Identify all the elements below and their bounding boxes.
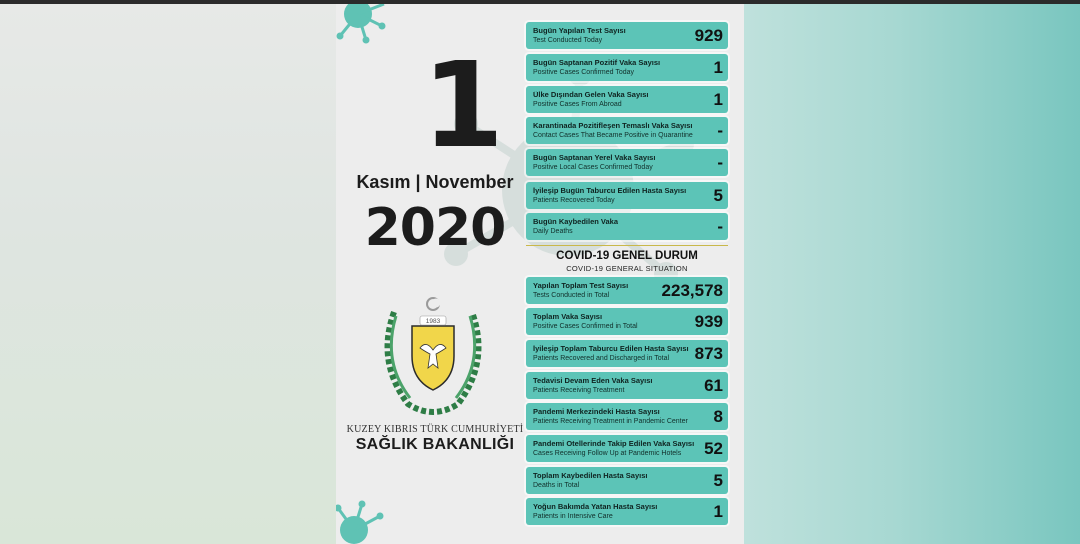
stat-card-deaths-today: [526, 213, 728, 240]
date-month: Kasım | November: [356, 172, 514, 192]
stat-card-intensive-care: [526, 498, 728, 525]
date-day: 1: [421, 36, 505, 174]
stat-label-tr: İyileşip Bugün Taburcu Edilen Hasta Sayısı: [533, 187, 687, 196]
stat-card-under-treatment: [526, 372, 728, 399]
stat-label-tr: Pandemi Merkezindeki Hasta Sayısı: [533, 408, 660, 417]
stat-label-tr: Tedavisi Devam Eden Vaka Sayısı: [533, 377, 653, 386]
stat-value: 52: [704, 438, 723, 458]
stat-label-en: Positive Local Cases Confirmed Today: [533, 163, 653, 171]
stat-label-tr: Bugün Saptanan Pozitif Vaka Sayısı: [533, 59, 661, 68]
stat-card-pandemic-center: [526, 403, 728, 430]
stat-card-recovered-today: [526, 182, 728, 209]
general-title: COVID-19 GENEL DURUM: [556, 250, 698, 262]
stat-card-local-today: [526, 149, 728, 176]
stat-label-en: Patients Recovered Today: [533, 196, 615, 204]
stat-value: 8: [713, 406, 723, 426]
stat-card-total-recovered: [526, 340, 728, 367]
stat-label-en: Positive Cases Confirmed in Total: [533, 322, 638, 330]
ministry-state: KUZEY KIBRIS TÜRK CUMHURİYETİ: [346, 424, 524, 435]
stat-card-cases-abroad: [526, 86, 728, 113]
stat-card-positive-today: [526, 54, 728, 81]
stat-label-en: Tests Conducted in Total: [533, 291, 610, 299]
stat-label-en: Daily Deaths: [533, 227, 573, 235]
stat-label-en: Patients Recovered and Discharged in Total: [533, 354, 670, 362]
stat-label-en: Cases Receiving Follow Up at Pandemic Hotels: [533, 449, 682, 457]
stat-value: 1: [713, 501, 723, 521]
stat-label-en: Deaths in Total: [533, 481, 580, 489]
stat-label-tr: Bugün Yapılan Test Sayısı: [533, 27, 626, 36]
general-subtitle: COVID-19 GENERAL SITUATION: [566, 264, 688, 273]
stat-label-en: Patients Receiving Treatment: [533, 386, 625, 394]
stat-value: -: [717, 152, 723, 172]
stat-label-en: Positive Cases Confirmed Today: [533, 68, 635, 76]
stat-value: 5: [713, 185, 723, 205]
stat-value: 939: [694, 311, 723, 331]
stat-label-tr: Pandemi Otellerinde Takip Edilen Vaka Sayısı: [533, 440, 695, 449]
covid-stats-poster: [336, 4, 744, 544]
stat-value: 1: [713, 57, 723, 77]
stat-card-total-tests: [526, 277, 728, 304]
stat-card-quarantine-contacts: [526, 117, 728, 144]
stat-value: -: [717, 216, 723, 236]
stat-value: 5: [713, 470, 723, 490]
stat-label-en: Patients in Intensive Care: [533, 512, 613, 520]
stat-label-tr: Toplam Kaybedilen Hasta Sayısı: [533, 472, 648, 481]
left-background: [0, 4, 336, 544]
stat-label-tr: Toplam Vaka Sayısı: [533, 313, 603, 322]
trnc-emblem-icon: [374, 292, 492, 422]
divider: [526, 245, 728, 246]
stat-value: -: [717, 120, 723, 140]
stat-label-tr: Karantinada Pozitifleşen Temaslı Vaka Sayısı: [533, 122, 693, 131]
emblem-year: 1983: [425, 318, 441, 325]
right-background: [744, 4, 1080, 544]
stat-label-en: Patients Receiving Treatment in Pandemic Center: [533, 417, 688, 425]
stat-label-en: Positive Cases From Abroad: [533, 100, 622, 108]
stat-value: 1: [713, 89, 723, 109]
stat-value: 61: [704, 375, 723, 395]
stat-value: 223,578: [661, 280, 723, 300]
stat-label-tr: Yapılan Toplam Test Sayısı: [533, 282, 629, 291]
stat-label-tr: Bugün Saptanan Yerel Vaka Sayısı: [533, 154, 656, 163]
ministry-name: SAĞLIK BAKANLIĞI: [355, 436, 515, 453]
date-year: 2020: [364, 198, 506, 258]
stat-value: 873: [694, 343, 723, 363]
stat-label-en: Test Conducted Today: [533, 36, 603, 44]
stat-label-tr: Yoğun Bakımda Yatan Hasta Sayısı: [533, 503, 658, 512]
stat-card-total-deaths: [526, 467, 728, 494]
stat-label-tr: Ülke Dışından Gelen Vaka Sayısı: [533, 91, 649, 100]
stat-card-pandemic-hotels: [526, 435, 728, 462]
stat-label-en: Contact Cases That Became Positive in Quarantine: [533, 131, 693, 139]
stat-card-tests-today: [526, 22, 728, 49]
stat-label-tr: İyileşip Toplam Taburcu Edilen Hasta Sayısı: [533, 345, 689, 354]
stat-value: 929: [694, 25, 723, 45]
stat-label-tr: Bugün Kaybedilen Vaka: [533, 218, 619, 227]
stat-card-total-cases: [526, 308, 728, 335]
